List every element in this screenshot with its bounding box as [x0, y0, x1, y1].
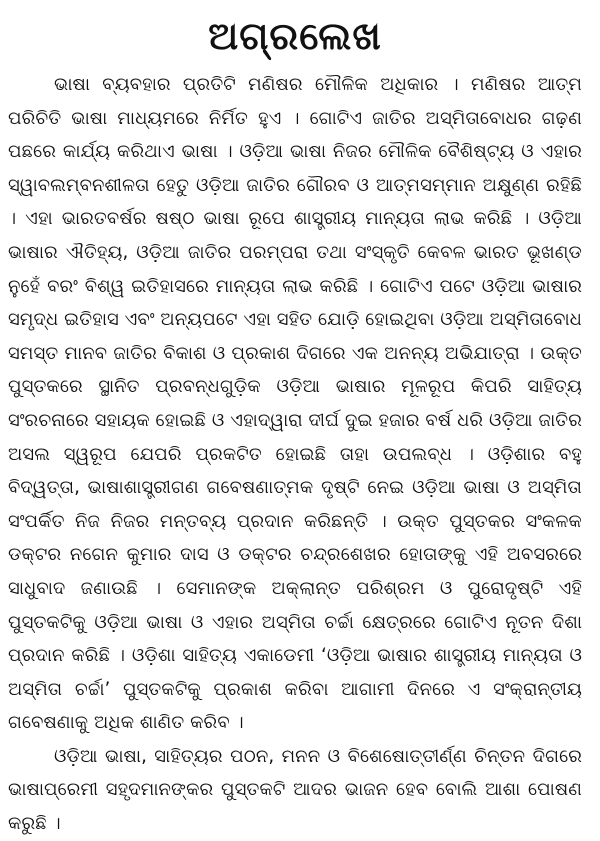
document-body	[8, 68, 582, 841]
page-title: ଅଗ୍ରଲେଖ	[208, 14, 382, 58]
body-paragraph-1: ଭାଷା ବ୍ୟବହାର ପ୍ରତିଟି ମଣିଷର ମୌଳିକ ଅଧିକାର । ମଣିଷର ଆତ୍ମ ପରିଚିତି ଭାଷା ମାଧ୍ୟମରେ ନିର୍ମିତ ହୁଏ । ଗୋଟିଏ ଜାତିର ଅସ୍ମିତାବୋଧର ଗଢ଼ଣ ପଛରେ କାର୍ଯ୍ୟ କରିଥାଏ ଭାଷା । ଓଡ଼ିଆ ଭାଷା ନିଜର ମୌଳିକ ବୈଶିଷ୍ଟ୍ୟ ଓ ଏହାର ସ୍ୱାବଲମ୍ବନଶୀଳତା ହେତୁ ଓଡ଼ିଆ ଜାତିର ଗୌରବ ଓ ଆତ୍ମସମ୍ମାନ ଅକ୍ଷୁଣ୍ଣ ରହିଛି । ଏହା ଭାରତବର୍ଷର ଷଷ୍ଠ ଭାଷା ରୂପେ ଶାସ୍ତ୍ରୀୟ ମାନ୍ୟତା ଲାଭ କରିଛି । ଓଡ଼ିଆ ଭାଷାର ଐତିହ୍ୟ, ଓଡ଼ିଆ ଜାତିର ପରମ୍ପରା ତଥା ସଂସ୍କୃତି କେବଳ ଭାରତ ଭୂଖଣ୍ଡ ନୁହେଁ ବରଂ ବିଶ୍ୱ ଇତିହାସରେ ମାନ୍ୟତା ଲାଭ କରିଛି । ଗୋଟିଏ ପଟେ ଓଡ଼ିଆ ଭାଷାର ସମୃଦ୍ଧ ଇତିହାସ ଏବଂ ଅନ୍ୟପଟେ ଏହା ସହିତ ଯୋଡ଼ି ହୋଇଥିବା ଓଡ଼ିଆ ଅସ୍ମିତାବୋଧ ସମସ୍ତ ମାନବ ଜାତିର ବିକାଶ ଓ ପ୍ରକାଶ ଦିଗରେ ଏକ ଅନନ୍ୟ ଅଭିଯାତ୍ରା । ଉକ୍ତ ପୁସ୍ତକରେ ସ୍ଥାନିତ ପ୍ରବନ୍ଧଗୁଡ଼ିକ ଓଡ଼ିଆ ଭାଷାର ମୂଳରୂପ କିପରି ସାହିତ୍ୟ ସଂରଚନାରେ ସହାୟକ ହୋଇଛି ଓ ଏହାଦ୍ୱାରା ଦୀର୍ଘ ଦୁଇ ହଜାର ବର୍ଷ ଧରି ଓଡ଼ିଆ ଜାତିର ଅସଲ ସ୍ୱରୂପ ଯେପରି ପ୍ରକଟିତ ହୋଇଛି ତାହା ଉପଲବ୍ଧ । ଓଡ଼ିଶାର ବହୁ ବିଦ୍ୱତ୍ତା, ଭାଷାଶାସ୍ତ୍ରୀଗଣ ଗବେଷଣାତ୍ମକ ଦୃଷ୍ଟି ନେଇ ଓଡ଼ିଆ ଭାଷା ଓ ଅସ୍ମିତା ସଂପର୍କିତ ନିଜ ନିଜର ମନ୍ତବ୍ୟ ପ୍ରଦାନ କରିଛନ୍ତି । ଉକ୍ତ ପୁସ୍ତକର ସଂକଳକ ଡକ୍ଟର ନଗେନ କୁମାର ଦାସ ଓ ଡକ୍ଟର ଚନ୍ଦ୍ରଶେଖର ହୋତାଙ୍କୁ ଏହି ଅବସରରେ ସାଧୁବାଦ ଜଣାଉଛି । ସେମାନଙ୍କ ଅକ୍ଲାନ୍ତ ପରିଶ୍ରମ ଓ ପୁରୋଦୃଷ୍ଟି ଏହି ପୁସ୍ତକଟିକୁ ଓଡ଼ିଆ ଭାଷା ଓ ଏହାର ଅସ୍ମିତା ଚର୍ଚ୍ଚା କ୍ଷେତ୍ରରେ ଗୋଟିଏ ନୂତନ ଦିଶା ପ୍ରଦାନ କରିଛି । ଓଡ଼ିଶା ସାହିତ୍ୟ ଏକାଡେମୀ ‘ଓଡ଼ିଆ ଭାଷାର ଶାସ୍ତ୍ରୀୟ ମାନ୍ୟତା ଓ ଅସ୍ମିତା ଚର୍ଚ୍ଚା’ ପୁସ୍ତକଟିକୁ ପ୍ରକାଶ କରିବା ଆଗାମୀ ଦିନରେ ଏ ସଂକ୍ରାନ୍ତୀୟ ଗବେଷଣାକୁ ଅଧିକ ଶାଣିତ କରିବ ।	[8, 74, 582, 734]
body-paragraph-2: ଓଡ଼ିଆ ଭାଷା, ସାହିତ୍ୟର ପଠନ, ମନନ ଓ ବିଶେଷୋତ୍ତୀର୍ଣ୍ଣ ଚିନ୍ତନ ଦିଗରେ ଭାଷାପ୍ରେମୀ ସହୃଦମାନଙ୍କର ପୁସ୍ତକଟି ଆଦର ଭାଜନ ହେବ ବୋଲି ଆଶା ପୋଷଣ କରୁଛି ।	[8, 745, 582, 835]
